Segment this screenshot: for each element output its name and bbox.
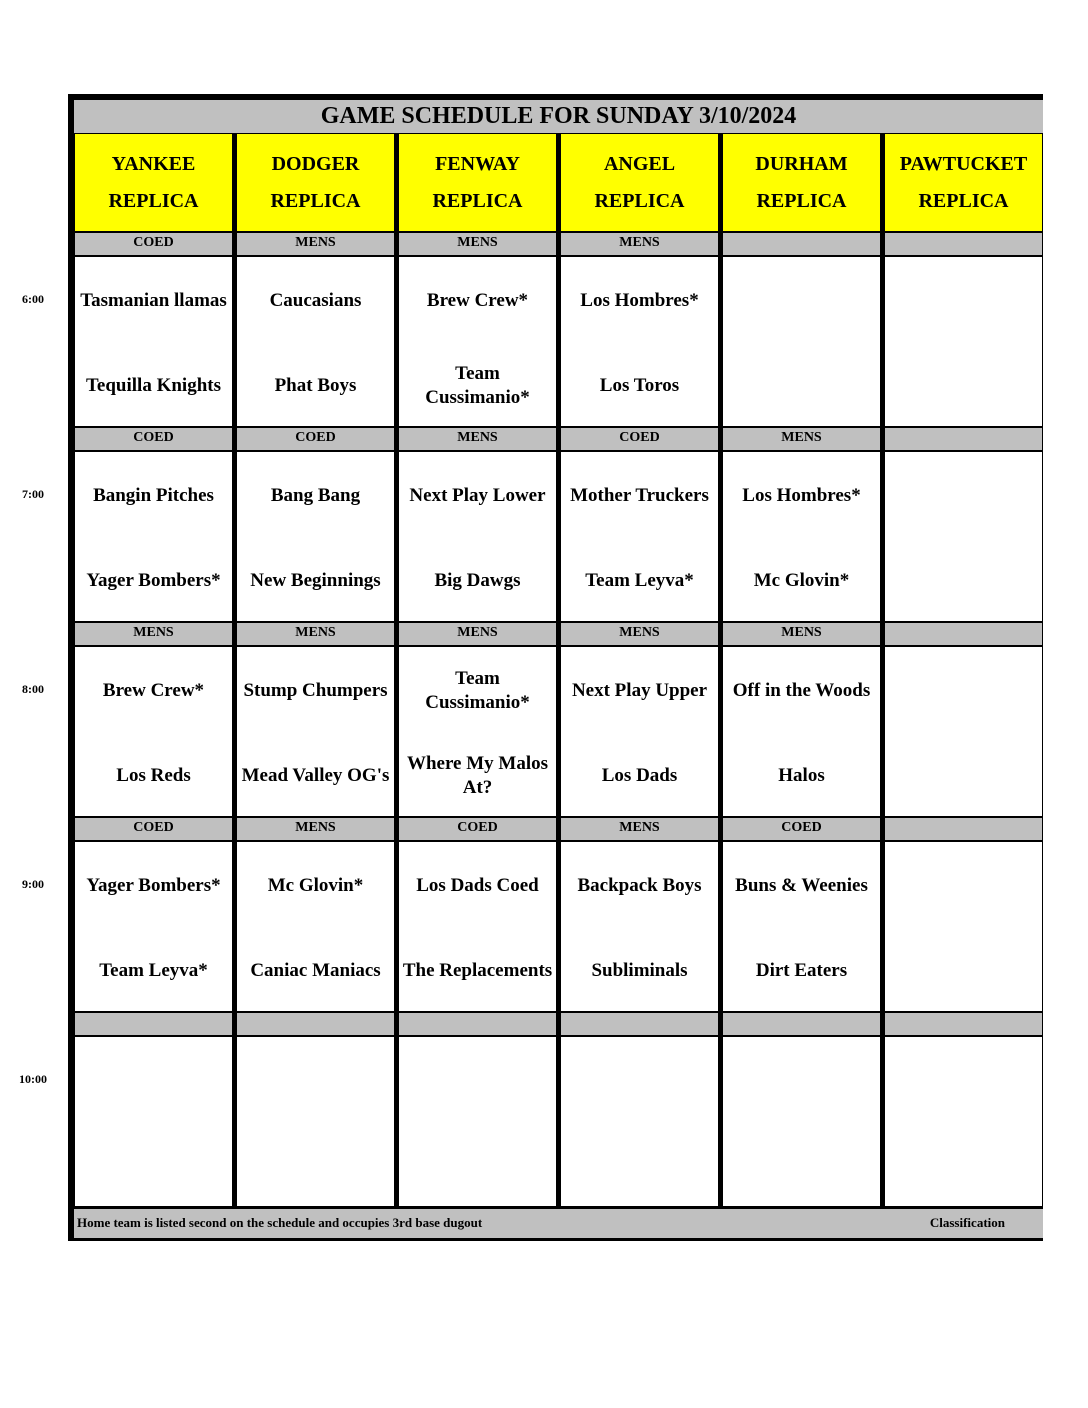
classification-cell: MENS [236, 622, 395, 646]
game-cell [722, 256, 881, 427]
away-team [885, 1057, 1042, 1105]
home-team [885, 947, 1042, 995]
game-cell [74, 841, 233, 1012]
field-header [236, 133, 395, 232]
game-cell [398, 841, 557, 1012]
game-cell [722, 1036, 881, 1207]
classification-cell: MENS [722, 427, 881, 451]
classification-cell: MENS [560, 232, 719, 256]
field-header [560, 133, 719, 232]
classification-cell [884, 622, 1043, 646]
home-team [237, 1142, 394, 1190]
home-team [885, 752, 1042, 800]
field-name: DODGER [271, 152, 360, 175]
game-cell [398, 256, 557, 427]
schedule-footer [74, 1209, 1043, 1238]
home-team: The Replacements [402, 960, 553, 981]
field-name: DURHAM [755, 152, 848, 175]
game-cell [560, 1036, 719, 1207]
home-team: Los Dads [601, 765, 678, 786]
away-team: Los Hombres* [580, 290, 699, 311]
home-team: Where My Malos At? [406, 753, 549, 798]
away-team: Los Dads Coed [416, 875, 539, 896]
field-header [884, 133, 1043, 232]
game-cell [74, 646, 233, 817]
game-cell [236, 256, 395, 427]
away-team: Buns & Weenies [735, 875, 868, 896]
game-cell [722, 841, 881, 1012]
away-team: Tasmanian llamas [80, 290, 227, 311]
home-team-note: Home team is listed second on the schedule and occupies 3rd base dugout [77, 1215, 483, 1230]
home-team [399, 1142, 556, 1190]
time-label: 8:00 [22, 682, 44, 696]
game-cell [560, 256, 719, 427]
away-team [723, 277, 880, 325]
field-header [398, 133, 557, 232]
home-team: Phat Boys [274, 375, 357, 396]
game-cell [74, 451, 233, 622]
home-team: Yager Bombers* [86, 570, 221, 591]
game-cell [236, 646, 395, 817]
field-subtitle: REPLICA [594, 189, 685, 212]
home-team: Dirt Eaters [755, 960, 848, 981]
schedule-title: GAME SCHEDULE FOR SUNDAY 3/10/2024 [74, 100, 1043, 133]
field-subtitle: REPLICA [432, 189, 523, 212]
classification-cell: COED [398, 817, 557, 841]
game-cell [74, 256, 233, 427]
classification-cell [884, 427, 1043, 451]
classification-cell: COED [74, 817, 233, 841]
classification-cell: MENS [236, 817, 395, 841]
classification-cell [74, 1012, 233, 1036]
classification-cell: COED [74, 427, 233, 451]
away-team: Bangin Pitches [93, 485, 214, 506]
field-subtitle: REPLICA [108, 189, 199, 212]
home-team: Tequilla Knights [86, 375, 221, 396]
classification-cell: COED [560, 427, 719, 451]
away-team [885, 472, 1042, 520]
classification-cell [398, 1012, 557, 1036]
away-team: Backpack Boys [577, 875, 702, 896]
away-team: Bang Bang [270, 485, 361, 506]
away-team [561, 1057, 718, 1105]
away-team: Brew Crew* [426, 290, 529, 311]
home-team: Caniac Maniacs [250, 960, 381, 981]
home-team [75, 1142, 232, 1190]
home-team: Team Leyva* [585, 570, 694, 591]
home-team: Halos [778, 765, 825, 786]
classification-cell: MENS [398, 622, 557, 646]
home-team [885, 557, 1042, 605]
classification-cell: MENS [560, 622, 719, 646]
time-column [0, 0, 68, 1408]
classification-legend: Classification [929, 1215, 1005, 1230]
away-team: Los Hombres* [742, 485, 861, 506]
away-team [885, 667, 1042, 715]
away-team [237, 1057, 394, 1105]
game-cell [560, 841, 719, 1012]
home-team: Team Leyva* [99, 960, 208, 981]
game-cell [884, 841, 1043, 1012]
away-team: Off in the Woods [732, 680, 871, 701]
time-label: 10:00 [19, 1072, 47, 1086]
game-cell [74, 1036, 233, 1207]
game-cell [884, 451, 1043, 622]
field-subtitle: REPLICA [756, 189, 847, 212]
home-team: Mc Glovin* [753, 570, 850, 591]
game-cell [398, 646, 557, 817]
field-subtitle: REPLICA [918, 189, 1009, 212]
home-team [885, 1142, 1042, 1190]
home-team [885, 362, 1042, 410]
classification-cell [884, 1012, 1043, 1036]
away-team [723, 1057, 880, 1105]
game-cell [722, 646, 881, 817]
classification-cell: COED [74, 232, 233, 256]
field-name: ANGEL [603, 152, 676, 175]
game-cell [722, 451, 881, 622]
away-team [75, 1057, 232, 1105]
classification-cell: MENS [560, 817, 719, 841]
away-team: Next Play Upper [571, 680, 708, 701]
away-team: Mother Truckers [570, 485, 709, 506]
field-name: YANKEE [111, 152, 196, 175]
field-header [74, 133, 233, 232]
game-cell [236, 841, 395, 1012]
schedule-table [68, 94, 1043, 1241]
game-cell [236, 451, 395, 622]
game-cell [236, 1036, 395, 1207]
away-team: Next Play Lower [409, 485, 546, 506]
game-cell [398, 1036, 557, 1207]
game-cell [560, 451, 719, 622]
classification-cell [236, 1012, 395, 1036]
field-name: FENWAY [435, 152, 520, 175]
away-team: Caucasians [269, 290, 362, 311]
classification-cell: COED [236, 427, 395, 451]
game-cell [884, 1036, 1043, 1207]
classification-cell: MENS [722, 622, 881, 646]
classification-cell: COED [722, 817, 881, 841]
game-cell [398, 451, 557, 622]
classification-cell [722, 1012, 881, 1036]
field-header [722, 133, 881, 232]
away-team [885, 862, 1042, 910]
home-team: Team Cussimanio* [425, 363, 530, 408]
classification-cell: MENS [398, 232, 557, 256]
home-team: Big Dawgs [434, 570, 521, 591]
home-team [723, 362, 880, 410]
game-cell [560, 646, 719, 817]
home-team: Mead Valley OG's [241, 765, 390, 786]
home-team: Los Reds [116, 765, 191, 786]
time-label: 7:00 [22, 487, 44, 501]
away-team: Yager Bombers* [86, 875, 221, 896]
home-team: Los Toros [599, 375, 680, 396]
classification-cell: MENS [236, 232, 395, 256]
classification-cell [560, 1012, 719, 1036]
home-team: Subliminals [591, 960, 688, 981]
field-subtitle: REPLICA [270, 189, 361, 212]
time-label: 6:00 [22, 292, 44, 306]
home-team [561, 1142, 718, 1190]
away-team: Stump Chumpers [243, 680, 388, 701]
away-team: Mc Glovin* [267, 875, 364, 896]
away-team: Brew Crew* [102, 680, 205, 701]
away-team [399, 1057, 556, 1105]
classification-cell: MENS [74, 622, 233, 646]
classification-cell [884, 232, 1043, 256]
home-team [723, 1142, 880, 1190]
game-cell [884, 256, 1043, 427]
game-cell [884, 646, 1043, 817]
home-team: New Beginnings [250, 570, 381, 591]
field-name: PAWTUCKET [899, 152, 1028, 175]
classification-cell: MENS [398, 427, 557, 451]
time-label: 9:00 [22, 877, 44, 891]
away-team [885, 277, 1042, 325]
classification-cell [722, 232, 881, 256]
away-team: Team Cussimanio* [425, 668, 530, 713]
classification-cell [884, 817, 1043, 841]
